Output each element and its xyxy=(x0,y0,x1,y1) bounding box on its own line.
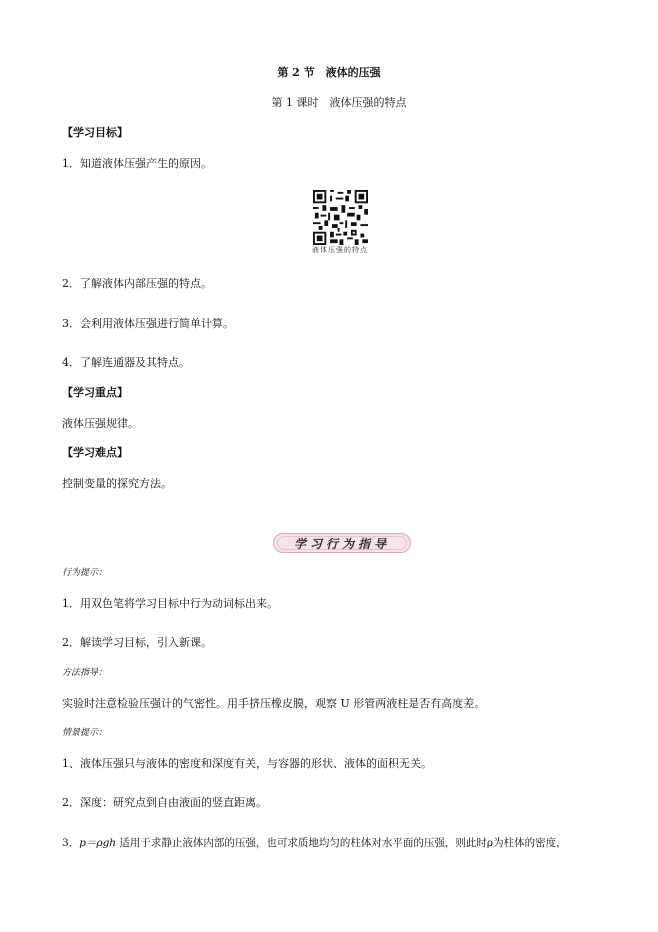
goal-item-2: 2．了解液体内部压强的特点。 xyxy=(62,277,212,290)
guide-banner-text: 学习行为指导 xyxy=(293,537,390,551)
special-item-3-text: 适用于求静止液体内部的压强，也可求质地均匀的柱体对水平面的压强，则此时ρ为柱体的密度， xyxy=(116,837,567,849)
method-text: 实验时注意检验压强计的气密性。用手挤压橡皮膜，观察 U 形管两液柱是否有高度差。 xyxy=(62,697,486,710)
goal-item-3: 3．会利用液体压强进行简单计算。 xyxy=(62,317,234,330)
behavior-item-1: 1．用双色笔将学习目标中行为动词标出来。 xyxy=(62,597,278,610)
pressure-formula: p＝ρgh xyxy=(79,837,117,849)
goals-heading: 【学习目标】 xyxy=(62,126,128,139)
key-point-heading: 【学习重点】 xyxy=(62,386,128,399)
difficulty-text: 控制变量的探究方法。 xyxy=(62,477,172,490)
guide-banner xyxy=(273,533,411,553)
special-item-1: 1、液体压强只与液体的密度和深度有关，与容器的形状、液体的面积无关。 xyxy=(62,757,432,770)
method-label: 方法指导： xyxy=(62,668,108,678)
goal-item-4: 4．了解连通器及其特点。 xyxy=(62,356,190,369)
behavior-label: 行为提示： xyxy=(62,568,108,578)
special-item-3-number: 3． xyxy=(62,837,80,849)
key-point-text: 液体压强规律。 xyxy=(62,417,139,430)
behavior-item-2: 2．解读学习目标，引入新课。 xyxy=(62,636,212,649)
special-item-3 xyxy=(62,836,567,850)
qr-code-icon[interactable] xyxy=(313,190,368,245)
qr-caption: 液体压强的特点 xyxy=(312,246,368,254)
lesson-title: 第 1 课时 液体压强的特点 xyxy=(271,96,407,109)
difficulty-heading: 【学习难点】 xyxy=(62,446,128,459)
special-item-2: 2．深度：研究点到自由液面的竖直距离。 xyxy=(62,796,267,809)
goal-item-1: 1．知道液体压强产生的原因。 xyxy=(62,157,212,170)
special-label: 情景提示： xyxy=(62,728,108,738)
section-title: 第 2 节 液体的压强 xyxy=(277,66,381,79)
